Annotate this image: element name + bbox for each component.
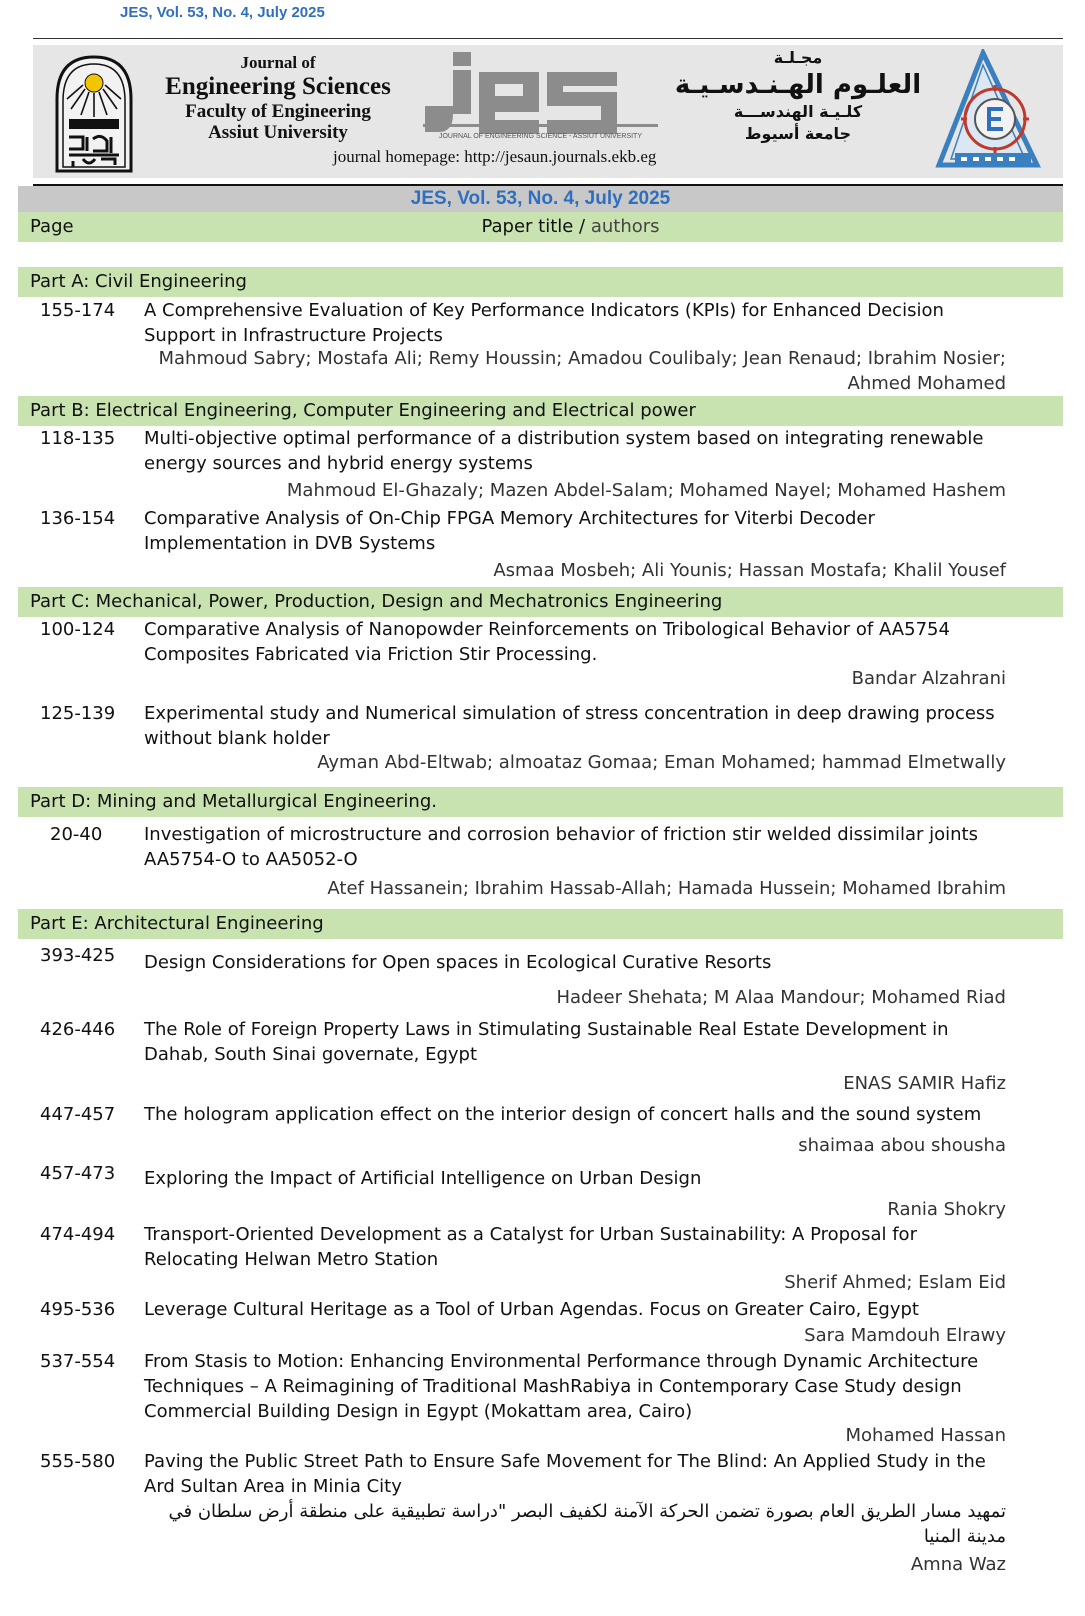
paper-authors: Mahmoud Sabry; Mostafa Ali; Remy Houssin; Amadou Coulibaly; Jean Renaud; Ibrahim Nosier; Ahmed Mohamed [158,348,1006,394]
journal-title-english [153,53,403,143]
paper-authors: Ayman Abd-Eltwab; almoataz Gomaa; Eman Mohamed; hammad Elmetwally [317,752,1006,773]
arabic-journal-name: العلـوم الهـنـدسـيـة [674,70,922,100]
section-part-b: Part B: Electrical Engineering, Computer Engineering and Electrical power [18,396,1063,426]
section-part-d: Part D: Mining and Metallurgical Engineering. [18,787,1063,817]
paper-title: Comparative Analysis of On-Chip FPGA Memory Architectures for Viterbi Decoder Implementation in DVB Systems [144,508,875,554]
paper-authors: Rania Shokry [887,1199,1006,1220]
paper-title: A Comprehensive Evaluation of Key Performance Indicators (KPIs) for Enhanced Decision Support in Infrastructure Projects [144,300,944,346]
arabic-magazine-label: مجـلـة [773,48,823,67]
jes-logo [423,50,658,142]
faculty-name: Faculty of Engineering [185,101,371,122]
paper-title-arabic: تمهيد مسار الطريق العام بصورة تضمن الحركة الآمنة لكفيف البصر "دراسة تطبيقية على منطقة أرض سلطان في مدينة المنيا [168,1501,1006,1547]
paper-pages: 457-473 [40,1163,116,1184]
jes-logo-caption: JOURNAL OF ENGINEERING SCIENCE - ASSIUT UNIVERSITY [438,133,643,140]
paper-title: Design Considerations for Open spaces in Ecological Curative Resorts [144,952,772,973]
paper-title: Exploring the Impact of Artificial Intelligence on Urban Design [144,1168,702,1189]
paper-authors: ENAS SAMIR Hafiz [843,1073,1006,1094]
paper-title: Multi-objective optimal performance of a distribution system based on integrating renewable energy sources and hybrid energy systems [144,428,984,474]
section-part-c: Part C: Mechanical, Power, Production, Design and Mechatronics Engineering [18,587,1063,617]
journal-name: Engineering Sciences [165,73,391,100]
issue-line: JES, Vol. 53, No. 4, July 2025 [120,4,325,21]
paper-title: The hologram application effect on the interior design of concert halls and the sound system [144,1104,982,1125]
paper-pages: 537-554 [40,1351,116,1372]
paper-pages: 555-580 [40,1451,116,1472]
paper-pages: 125-139 [40,703,116,724]
university-name: Assiut University [208,122,348,143]
paper-authors: Hadeer Shehata; M Alaa Mandour; Mohamed Riad [556,987,1006,1008]
paper-authors: Sherif Ahmed; Eslam Eid [784,1272,1006,1293]
paper-authors: shaimaa abou shousha [798,1135,1006,1156]
paper-title: Experimental study and Numerical simulation of stress concentration in deep drawing process without blank holder [144,703,995,749]
paper-pages: 426-446 [40,1019,116,1040]
paper-title: The Role of Foreign Property Laws in Stimulating Sustainable Real Estate Development in Dahab, South Sinai governate, Egypt [144,1019,949,1065]
column-header-authors: authors [590,216,660,237]
paper-pages: 393-425 [40,945,116,966]
assiut-university-logo [51,51,137,175]
paper-title: Paving the Public Street Path to Ensure Safe Movement for The Blind: An Applied Study in the Ard Sultan Area in Minia City [144,1451,986,1497]
paper-title: From Stasis to Motion: Enhancing Environmental Performance through Dynamic Architecture Techniques – A Reimagining of Traditional MashRabiya in Contemporary Case Study design Commercial Building Design in Egypt (Mokattam area, Cairo) [144,1351,979,1422]
paper-pages: 20-40 [50,824,103,845]
journal-homepage: journal homepage: http://jesaun.journals.ekb.eg [333,147,657,166]
paper-authors: Mahmoud El-Ghazaly; Mazen Abdel-Salam; Mohamed Nayel; Mohamed Hashem [286,480,1006,501]
paper-title: Comparative Analysis of Nanopowder Reinforcements on Tribological Behavior of AA5754 Composites Fabricated via Friction Stir Processing. [144,619,950,665]
paper-pages: 155-174 [40,300,116,321]
paper-pages: 495-536 [40,1299,116,1320]
paper-authors: Mohamed Hassan [845,1425,1006,1446]
header-rule [33,38,1063,39]
faculty-of-engineering-logo [933,49,1053,173]
column-header-title [18,212,1063,242]
journal-banner [33,45,1063,178]
paper-authors: Asmaa Mosbeh; Ali Younis; Hassan Mostafa; Khalil Yousef [493,560,1006,581]
column-header-page: Page [30,216,74,237]
paper-pages: 447-457 [40,1104,116,1125]
paper-authors: Sara Mamdouh Elrawy [804,1325,1006,1346]
paper-pages: 474-494 [40,1224,116,1245]
toc-issue-bar: JES, Vol. 53, No. 4, July 2025 [18,186,1063,212]
section-part-a: Part A: Civil Engineering [18,267,1063,297]
toc-header-row [18,212,1063,242]
paper-authors: Atef Hassanein; Ibrahim Hassab-Allah; Hamada Hussein; Mohamed Ibrahim [327,878,1006,899]
paper-pages: 118-135 [40,428,116,449]
paper-pages: 136-154 [40,508,116,529]
paper-pages: 100-124 [40,619,116,640]
section-part-e: Part E: Architectural Engineering [18,909,1063,939]
paper-authors: Amna Waz [910,1554,1006,1575]
paper-title: Leverage Cultural Heritage as a Tool of Urban Agendas. Focus on Greater Cairo, Egypt [144,1299,919,1320]
paper-authors: Bandar Alzahrani [851,668,1006,689]
column-header-paper-title: Paper title / [481,216,591,237]
journal-title-arabic [673,47,923,145]
arabic-faculty-name: كلـيـة الهندســـة [733,102,863,121]
journal-of-label: Journal of [240,53,316,72]
paper-title: Transport-Oriented Development as a Catalyst for Urban Sustainability: A Proposal for Relocating Helwan Metro Station [144,1224,917,1270]
arabic-university-name: جامعة أسيوط [744,124,852,143]
paper-title: Investigation of microstructure and corrosion behavior of friction stir welded dissimilar joints AA5754-O to AA5052-O [144,824,978,870]
